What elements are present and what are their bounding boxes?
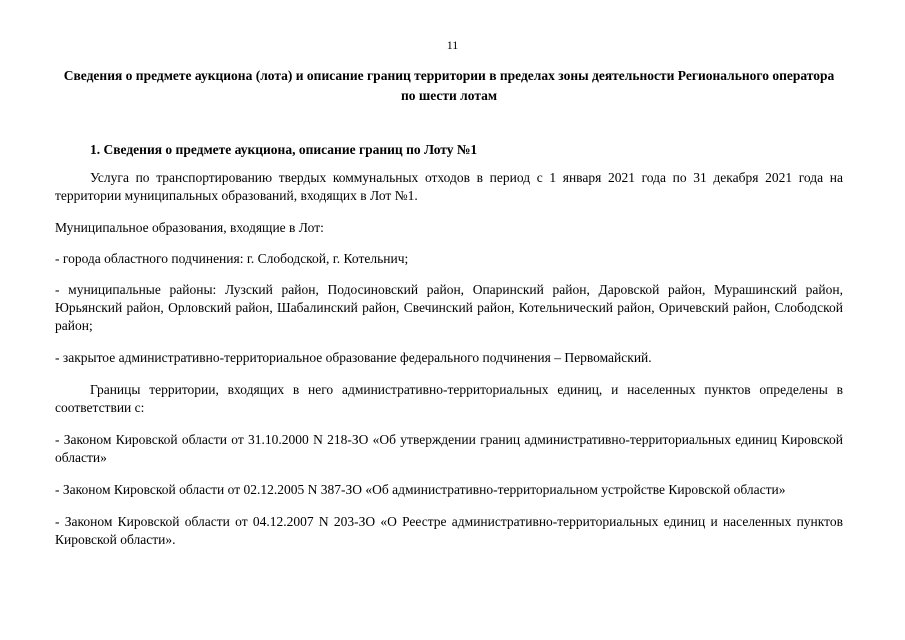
page-number: 11 [446,38,459,52]
paragraph-law-218: - Законом Кировской области от 31.10.2000 N 218-ЗО «Об утверждении границ административно-территориальных единиц Кировской области» [55,432,843,465]
paragraph-law-203: - Законом Кировской области от 04.12.2007 N 203-ЗО «О Реестре административно-территориальных единиц и населенных пунктов Кировской области». [55,514,843,547]
paragraph-boundaries-intro: Границы территории, входящих в него административно-территориальных единиц, и населенных пунктов определены в соответствии с: [55,382,843,415]
paragraph-cities-list: - города областного подчинения: г. Слободской, г. Котельнич; [55,251,409,266]
paragraph-law-387: - Законом Кировской области от 02.12.2005 N 387-ЗО «Об административно-территориальном устройстве Кировской области» [55,482,786,497]
paragraph-districts-list: - муниципальные районы: Лузский район, Подосиновский район, Опаринский район, Даровской район, Мурашинский район, Юрьянский район, Орловский район, Шабалинский район, Свечинский район, Котельнический район, Оричевский район, Слободской район; [55,282,843,333]
section-heading-lot-1: 1. Сведения о предмете аукциона, описание границ по Лоту №1 [90,142,478,157]
paragraph-service-description: Услуга по транспортированию твердых коммунальных отходов в период с 1 января 2021 года по 31 декабря 2021 года на территории муниципальных образований, входящих в Лот №1. [55,170,843,203]
document-title: Сведения о предмете аукциона (лота) и описание границ территории в пределах зоны деятельности Регионального оператора по шести лотам [63,68,835,103]
page-content [55,66,843,549]
paragraph-closed-territory: - закрытое административно-территориальное образование федерального подчинения – Первомайский. [55,350,652,365]
paragraph-municipalities-intro: Муниципальное образования, входящие в Лот: [55,220,324,235]
